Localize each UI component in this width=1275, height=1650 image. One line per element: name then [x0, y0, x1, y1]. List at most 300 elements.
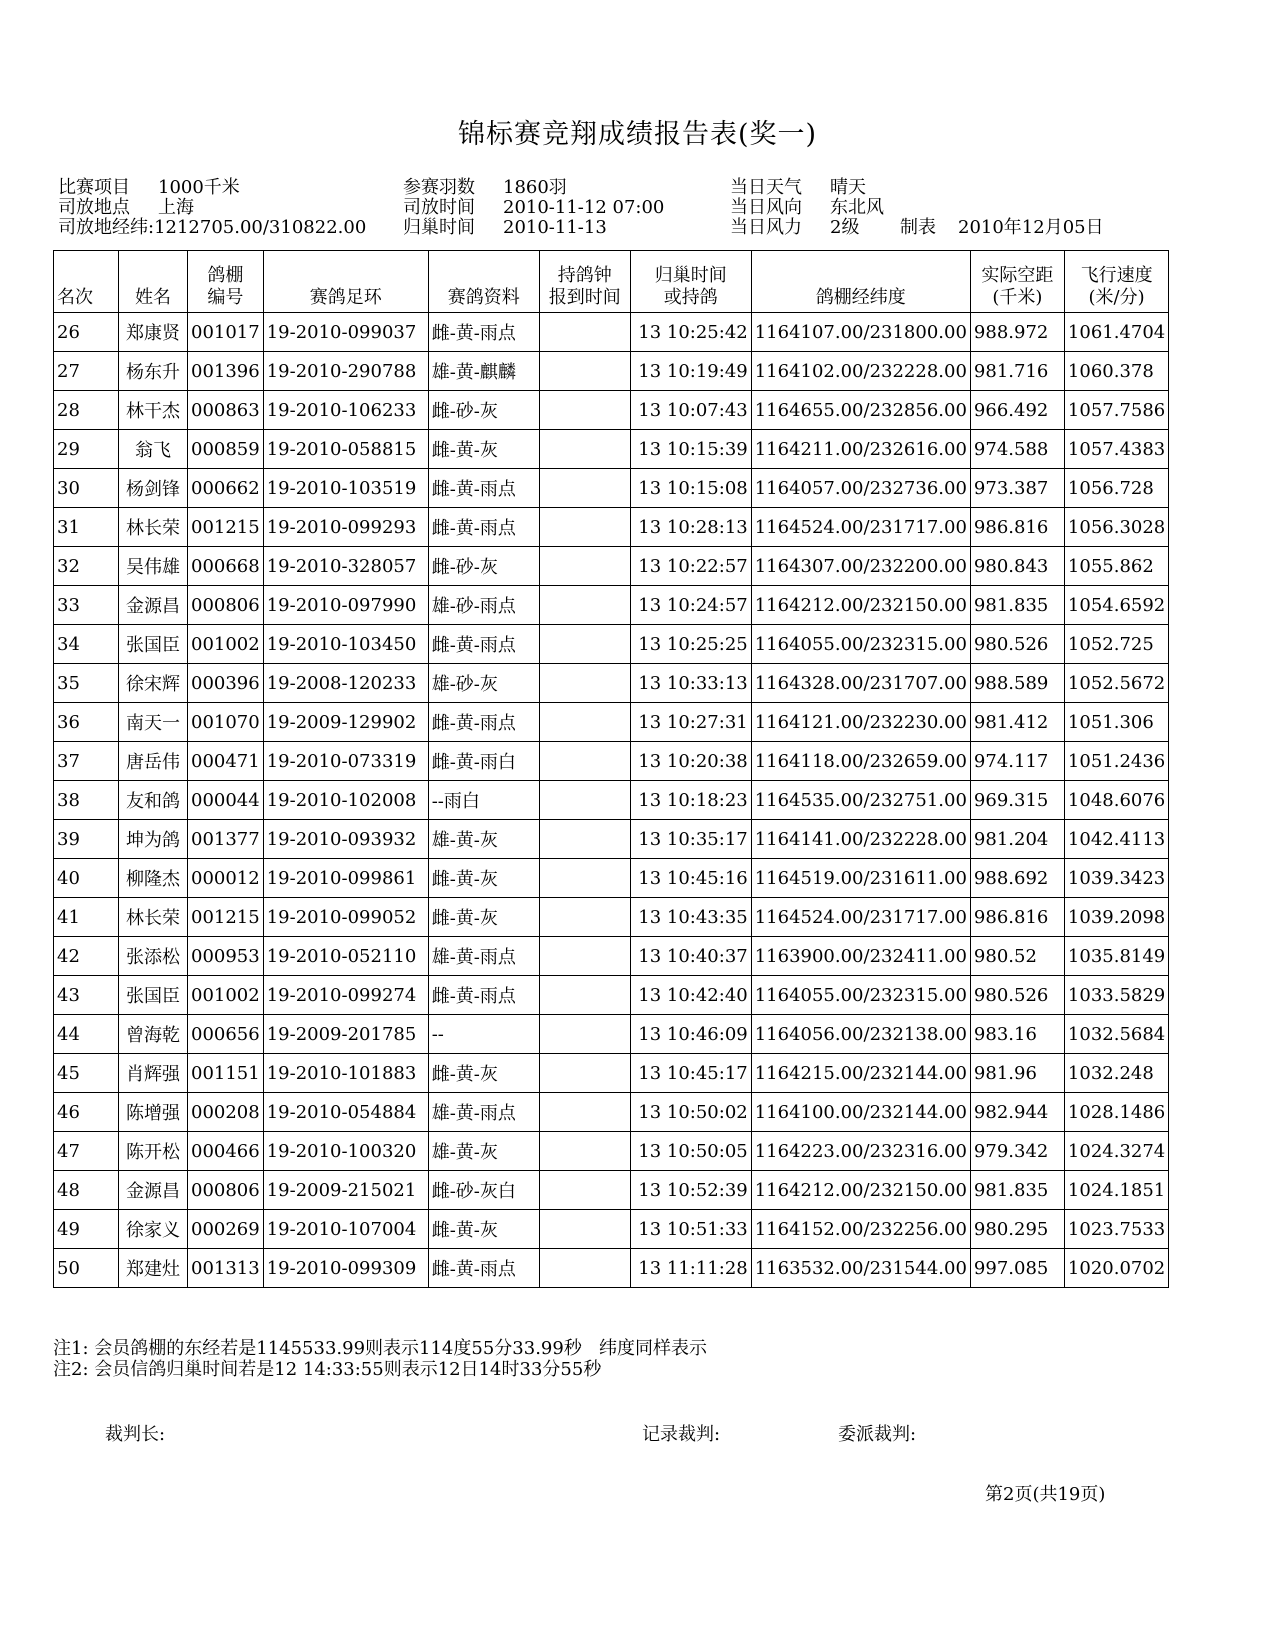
cell-return-time: 13 10:25:25 [630, 625, 751, 664]
cell-loft: 000396 [188, 664, 264, 703]
cell-distance: 988.692 [970, 859, 1064, 898]
cell-distance: 988.972 [970, 313, 1064, 352]
cell-rank: 42 [54, 937, 119, 976]
cell-loft: 000806 [188, 1171, 264, 1210]
cell-loft: 000662 [188, 469, 264, 508]
cell-speed: 1024.1851 [1064, 1171, 1168, 1210]
cell-clock [539, 625, 630, 664]
cell-speed: 1057.7586 [1064, 391, 1168, 430]
cell-name: 张国臣 [119, 625, 188, 664]
cell-coord: 1164141.00/232228.00 [751, 820, 970, 859]
cell-rank: 31 [54, 508, 119, 547]
cell-ring: 19-2010-073319 [263, 742, 428, 781]
cell-loft: 001017 [188, 313, 264, 352]
cell-loft: 001002 [188, 976, 264, 1015]
cell-rank: 36 [54, 703, 119, 742]
note-2: 注2: 会员信鸽归巢时间若是12 14:33:55则表示12日14时33分55秒 [53, 1359, 602, 1380]
cell-speed: 1055.862 [1064, 547, 1168, 586]
cell-clock [539, 820, 630, 859]
cell-speed: 1060.378 [1064, 352, 1168, 391]
cell-desc: 雌-砂-灰 [428, 547, 539, 586]
cell-distance: 981.96 [970, 1054, 1064, 1093]
cell-rank: 26 [54, 313, 119, 352]
cell-clock [539, 1132, 630, 1171]
cell-rank: 50 [54, 1249, 119, 1288]
cell-return-time: 13 10:20:38 [630, 742, 751, 781]
cell-desc: 雌-黄-灰 [428, 859, 539, 898]
cell-ring: 19-2010-099052 [263, 898, 428, 937]
cell-return-time: 13 10:40:37 [630, 937, 751, 976]
cell-distance: 981.204 [970, 820, 1064, 859]
cell-rank: 29 [54, 430, 119, 469]
cell-distance: 973.387 [970, 469, 1064, 508]
cell-return-time: 13 10:42:40 [630, 976, 751, 1015]
cell-rank: 39 [54, 820, 119, 859]
cell-desc: 雌-黄-雨点 [428, 1249, 539, 1288]
cell-ring: 19-2010-103519 [263, 469, 428, 508]
meta-release-time: 司放时间 2010-11-12 07:00 [403, 197, 665, 218]
cell-speed: 1032.5684 [1064, 1015, 1168, 1054]
cell-coord: 1164535.00/232751.00 [751, 781, 970, 820]
cell-name: 林长荣 [119, 508, 188, 547]
cell-clock [539, 1054, 630, 1093]
cell-clock [539, 859, 630, 898]
table-row [54, 313, 1169, 352]
cell-desc: 雌-黄-灰 [428, 1054, 539, 1093]
cell-rank: 38 [54, 781, 119, 820]
cell-loft: 000269 [188, 1210, 264, 1249]
cell-rank: 41 [54, 898, 119, 937]
cell-ring: 19-2010-058815 [263, 430, 428, 469]
cell-clock [539, 664, 630, 703]
cell-ring: 19-2009-201785 [263, 1015, 428, 1054]
cell-name: 林长荣 [119, 898, 188, 937]
table-row [54, 508, 1169, 547]
cell-coord: 1164056.00/232138.00 [751, 1015, 970, 1054]
cell-distance: 980.52 [970, 937, 1064, 976]
cell-name: 陈增强 [119, 1093, 188, 1132]
cell-coord: 1164121.00/232230.00 [751, 703, 970, 742]
cell-speed: 1052.725 [1064, 625, 1168, 664]
cell-ring: 19-2010-054884 [263, 1093, 428, 1132]
cell-distance: 981.835 [970, 1171, 1064, 1210]
cell-coord: 1164223.00/232316.00 [751, 1132, 970, 1171]
header-coord: 鸽棚经纬度 [751, 251, 970, 313]
cell-name: 郑建灶 [119, 1249, 188, 1288]
table-row [54, 547, 1169, 586]
cell-desc: 雄-黄-灰 [428, 820, 539, 859]
cell-coord: 1164212.00/232150.00 [751, 1171, 970, 1210]
cell-loft: 000859 [188, 430, 264, 469]
table-row [54, 781, 1169, 820]
meta-weather: 当日天气 晴天 [730, 177, 866, 198]
cell-name: 金源昌 [119, 1171, 188, 1210]
cell-name: 柳隆杰 [119, 859, 188, 898]
table-row [54, 859, 1169, 898]
cell-distance: 981.716 [970, 352, 1064, 391]
table-row [54, 352, 1169, 391]
cell-return-time: 13 10:25:42 [630, 313, 751, 352]
cell-return-time: 13 10:15:39 [630, 430, 751, 469]
cell-desc: 雄-黄-雨点 [428, 1093, 539, 1132]
cell-clock [539, 1249, 630, 1288]
cell-return-time: 13 10:07:43 [630, 391, 751, 430]
cell-coord: 1164100.00/232144.00 [751, 1093, 970, 1132]
cell-speed: 1051.306 [1064, 703, 1168, 742]
cell-name: 坤为鸽 [119, 820, 188, 859]
meta-release-place: 司放地点 上海 [58, 197, 194, 218]
table-header-row [54, 251, 1169, 313]
cell-rank: 47 [54, 1132, 119, 1171]
cell-speed: 1035.8149 [1064, 937, 1168, 976]
table-row [54, 391, 1169, 430]
table-row [54, 1132, 1169, 1171]
cell-desc: 雌-黄-灰 [428, 898, 539, 937]
cell-ring: 19-2008-120233 [263, 664, 428, 703]
cell-name: 翁飞 [119, 430, 188, 469]
table-row [54, 430, 1169, 469]
cell-ring: 19-2010-328057 [263, 547, 428, 586]
cell-rank: 46 [54, 1093, 119, 1132]
cell-return-time: 13 10:52:39 [630, 1171, 751, 1210]
cell-speed: 1054.6592 [1064, 586, 1168, 625]
cell-rank: 28 [54, 391, 119, 430]
cell-distance: 981.412 [970, 703, 1064, 742]
cell-desc: 雌-黄-雨点 [428, 976, 539, 1015]
cell-coord: 1164655.00/232856.00 [751, 391, 970, 430]
table-row [54, 703, 1169, 742]
cell-distance: 974.588 [970, 430, 1064, 469]
meta-middle [403, 178, 664, 238]
cell-speed: 1039.2098 [1064, 898, 1168, 937]
cell-name: 杨东升 [119, 352, 188, 391]
cell-rank: 40 [54, 859, 119, 898]
cell-clock [539, 976, 630, 1015]
table-row [54, 586, 1169, 625]
cell-speed: 1042.4113 [1064, 820, 1168, 859]
cell-clock [539, 1015, 630, 1054]
cell-loft: 001151 [188, 1054, 264, 1093]
cell-rank: 43 [54, 976, 119, 1015]
header-ring: 赛鸽足环 [263, 251, 428, 313]
cell-rank: 33 [54, 586, 119, 625]
cell-desc: 雌-黄-雨点 [428, 508, 539, 547]
cell-name: 徐家义 [119, 1210, 188, 1249]
cell-ring: 19-2010-099293 [263, 508, 428, 547]
cell-clock [539, 508, 630, 547]
cell-coord: 1164057.00/232736.00 [751, 469, 970, 508]
cell-loft: 000044 [188, 781, 264, 820]
cell-coord: 1164524.00/231717.00 [751, 898, 970, 937]
page-number: 第2页(共19页) [985, 1484, 1106, 1505]
cell-return-time: 13 11:11:28 [630, 1249, 751, 1288]
cell-clock [539, 547, 630, 586]
cell-coord: 1164055.00/232315.00 [751, 976, 970, 1015]
cell-speed: 1048.6076 [1064, 781, 1168, 820]
cell-loft: 001215 [188, 508, 264, 547]
cell-distance: 969.315 [970, 781, 1064, 820]
cell-rank: 44 [54, 1015, 119, 1054]
cell-coord: 1163900.00/232411.00 [751, 937, 970, 976]
cell-rank: 32 [54, 547, 119, 586]
table-row [54, 1093, 1169, 1132]
cell-ring: 19-2009-215021 [263, 1171, 428, 1210]
cell-speed: 1024.3274 [1064, 1132, 1168, 1171]
cell-name: 杨剑锋 [119, 469, 188, 508]
cell-ring: 19-2010-052110 [263, 937, 428, 976]
cell-loft: 001377 [188, 820, 264, 859]
table-row [54, 469, 1169, 508]
cell-clock [539, 1093, 630, 1132]
cell-desc: 雌-黄-雨白 [428, 742, 539, 781]
cell-coord: 1164307.00/232200.00 [751, 547, 970, 586]
cell-loft: 000208 [188, 1093, 264, 1132]
cell-desc: 雌-砂-灰 [428, 391, 539, 430]
cell-ring: 19-2009-129902 [263, 703, 428, 742]
table-row [54, 1054, 1169, 1093]
signature-appointed: 委派裁判: [838, 1424, 917, 1445]
header-time: 归巢时间 或持鸽 [630, 251, 751, 313]
cell-coord: 1164211.00/232616.00 [751, 430, 970, 469]
header-speed: 飞行速度 (米/分) [1064, 251, 1168, 313]
cell-desc: 雌-黄-灰 [428, 1210, 539, 1249]
meta-return-date: 归巢时间 2010-11-13 [403, 217, 607, 238]
cell-name: 友和鸽 [119, 781, 188, 820]
cell-desc: 雌-砂-灰白 [428, 1171, 539, 1210]
cell-ring: 19-2010-101883 [263, 1054, 428, 1093]
header-desc: 赛鸽资料 [428, 251, 539, 313]
cell-return-time: 13 10:45:17 [630, 1054, 751, 1093]
table-row [54, 1171, 1169, 1210]
cell-desc: -- [428, 1015, 539, 1054]
cell-distance: 986.816 [970, 898, 1064, 937]
cell-rank: 35 [54, 664, 119, 703]
cell-distance: 980.526 [970, 625, 1064, 664]
cell-rank: 45 [54, 1054, 119, 1093]
cell-clock [539, 586, 630, 625]
header-dist: 实际空距 (千米) [970, 251, 1064, 313]
cell-desc: 雄-砂-雨点 [428, 586, 539, 625]
meta-wind-direction: 当日风向 东北风 [730, 197, 884, 218]
cell-clock [539, 898, 630, 937]
table-row [54, 1249, 1169, 1288]
cell-name: 徐宋辉 [119, 664, 188, 703]
cell-loft: 000012 [188, 859, 264, 898]
cell-clock [539, 1210, 630, 1249]
header-loft: 鸽棚 编号 [188, 251, 264, 313]
cell-distance: 979.342 [970, 1132, 1064, 1171]
cell-ring: 19-2010-290788 [263, 352, 428, 391]
cell-speed: 1023.7533 [1064, 1210, 1168, 1249]
made-date: 2010年12月05日 [958, 217, 1104, 238]
cell-loft: 000953 [188, 937, 264, 976]
cell-loft: 001215 [188, 898, 264, 937]
cell-return-time: 13 10:22:57 [630, 547, 751, 586]
cell-loft: 000466 [188, 1132, 264, 1171]
cell-ring: 19-2010-099861 [263, 859, 428, 898]
cell-desc: 雌-黄-雨点 [428, 703, 539, 742]
meta-release-coords: 司放地经纬:1212705.00/310822.00 [58, 217, 367, 238]
cell-speed: 1056.3028 [1064, 508, 1168, 547]
cell-return-time: 13 10:18:23 [630, 781, 751, 820]
cell-coord: 1164212.00/232150.00 [751, 586, 970, 625]
table-row [54, 664, 1169, 703]
cell-clock [539, 937, 630, 976]
cell-speed: 1033.5829 [1064, 976, 1168, 1015]
cell-clock [539, 781, 630, 820]
meta-entries: 参赛羽数 1860羽 [403, 177, 567, 198]
results-table [53, 250, 1169, 1288]
table-body [54, 313, 1169, 1288]
report-title: 锦标赛竞翔成绩报告表(奖一) [457, 119, 818, 150]
cell-return-time: 13 10:45:16 [630, 859, 751, 898]
cell-clock [539, 1171, 630, 1210]
header-name: 姓名 [119, 251, 188, 313]
note-1: 注1: 会员鸽棚的东经若是1145533.99则表示114度55分33.99秒 纬度同样表示 [53, 1338, 707, 1359]
cell-coord: 1164152.00/232256.00 [751, 1210, 970, 1249]
cell-rank: 27 [54, 352, 119, 391]
cell-ring: 19-2010-107004 [263, 1210, 428, 1249]
cell-name: 曾海乾 [119, 1015, 188, 1054]
cell-return-time: 13 10:46:09 [630, 1015, 751, 1054]
table-row [54, 1210, 1169, 1249]
meta-right [730, 178, 1104, 238]
cell-name: 金源昌 [119, 586, 188, 625]
cell-speed: 1051.2436 [1064, 742, 1168, 781]
cell-coord: 1164215.00/232144.00 [751, 1054, 970, 1093]
cell-ring: 19-2010-100320 [263, 1132, 428, 1171]
cell-ring: 19-2010-093932 [263, 820, 428, 859]
cell-return-time: 13 10:24:57 [630, 586, 751, 625]
cell-desc: 雌-黄-灰 [428, 430, 539, 469]
cell-loft: 001070 [188, 703, 264, 742]
cell-ring: 19-2010-099309 [263, 1249, 428, 1288]
cell-name: 肖辉强 [119, 1054, 188, 1093]
cell-name: 郑康贤 [119, 313, 188, 352]
cell-speed: 1052.5672 [1064, 664, 1168, 703]
cell-desc: 雄-黄-麒麟 [428, 352, 539, 391]
meta-race-distance: 比赛项目 1000千米 [58, 177, 240, 198]
cell-ring: 19-2010-097990 [263, 586, 428, 625]
cell-return-time: 13 10:50:05 [630, 1132, 751, 1171]
cell-coord: 1164107.00/231800.00 [751, 313, 970, 352]
cell-loft: 000656 [188, 1015, 264, 1054]
cell-loft: 000863 [188, 391, 264, 430]
cell-distance: 966.492 [970, 391, 1064, 430]
cell-desc: 雄-黄-雨点 [428, 937, 539, 976]
cell-clock [539, 352, 630, 391]
made-label: 制表 [900, 217, 936, 238]
cell-name: 唐岳伟 [119, 742, 188, 781]
cell-return-time: 13 10:43:35 [630, 898, 751, 937]
cell-rank: 30 [54, 469, 119, 508]
cell-coord: 1163532.00/231544.00 [751, 1249, 970, 1288]
footnotes [53, 1338, 707, 1380]
cell-return-time: 13 10:50:02 [630, 1093, 751, 1132]
cell-clock [539, 430, 630, 469]
cell-distance: 980.843 [970, 547, 1064, 586]
cell-coord: 1164102.00/232228.00 [751, 352, 970, 391]
cell-speed: 1039.3423 [1064, 859, 1168, 898]
cell-name: 张添松 [119, 937, 188, 976]
cell-rank: 48 [54, 1171, 119, 1210]
table-row [54, 1015, 1169, 1054]
cell-ring: 19-2010-103450 [263, 625, 428, 664]
cell-clock [539, 469, 630, 508]
table-row [54, 976, 1169, 1015]
cell-ring: 19-2010-102008 [263, 781, 428, 820]
cell-ring: 19-2010-099037 [263, 313, 428, 352]
cell-speed: 1057.4383 [1064, 430, 1168, 469]
cell-distance: 986.816 [970, 508, 1064, 547]
cell-distance: 974.117 [970, 742, 1064, 781]
cell-name: 吴伟雄 [119, 547, 188, 586]
cell-coord: 1164118.00/232659.00 [751, 742, 970, 781]
cell-distance: 980.526 [970, 976, 1064, 1015]
cell-coord: 1164055.00/232315.00 [751, 625, 970, 664]
cell-clock [539, 742, 630, 781]
cell-name: 南天一 [119, 703, 188, 742]
cell-name: 林干杰 [119, 391, 188, 430]
cell-rank: 37 [54, 742, 119, 781]
cell-name: 张国臣 [119, 976, 188, 1015]
cell-desc: 雄-黄-灰 [428, 1132, 539, 1171]
cell-ring: 19-2010-106233 [263, 391, 428, 430]
cell-distance: 997.085 [970, 1249, 1064, 1288]
cell-loft: 001313 [188, 1249, 264, 1288]
cell-return-time: 13 10:33:13 [630, 664, 751, 703]
cell-coord: 1164524.00/231717.00 [751, 508, 970, 547]
cell-distance: 982.944 [970, 1093, 1064, 1132]
cell-coord: 1164519.00/231611.00 [751, 859, 970, 898]
cell-speed: 1028.1486 [1064, 1093, 1168, 1132]
cell-loft: 000806 [188, 586, 264, 625]
cell-loft: 001002 [188, 625, 264, 664]
table-row [54, 937, 1169, 976]
cell-desc: 雌-黄-雨点 [428, 313, 539, 352]
header-clock: 持鸽钟 报到时间 [539, 251, 630, 313]
cell-distance: 983.16 [970, 1015, 1064, 1054]
cell-ring: 19-2010-099274 [263, 976, 428, 1015]
cell-speed: 1056.728 [1064, 469, 1168, 508]
cell-return-time: 13 10:19:49 [630, 352, 751, 391]
cell-desc: --雨白 [428, 781, 539, 820]
cell-return-time: 13 10:27:31 [630, 703, 751, 742]
cell-distance: 988.589 [970, 664, 1064, 703]
cell-return-time: 13 10:51:33 [630, 1210, 751, 1249]
cell-clock [539, 391, 630, 430]
cell-rank: 49 [54, 1210, 119, 1249]
cell-return-time: 13 10:35:17 [630, 820, 751, 859]
cell-speed: 1061.4704 [1064, 313, 1168, 352]
table-row [54, 742, 1169, 781]
header-rank: 名次 [54, 251, 119, 313]
table-row [54, 820, 1169, 859]
cell-clock [539, 703, 630, 742]
cell-loft: 000471 [188, 742, 264, 781]
cell-desc: 雌-黄-雨点 [428, 469, 539, 508]
meta-left [58, 178, 366, 238]
cell-clock [539, 313, 630, 352]
cell-loft: 001396 [188, 352, 264, 391]
cell-coord: 1164328.00/231707.00 [751, 664, 970, 703]
cell-desc: 雌-黄-雨点 [428, 625, 539, 664]
cell-distance: 980.295 [970, 1210, 1064, 1249]
cell-name: 陈开松 [119, 1132, 188, 1171]
signature-chief: 裁判长: [105, 1424, 166, 1445]
cell-desc: 雄-砂-灰 [428, 664, 539, 703]
cell-return-time: 13 10:28:13 [630, 508, 751, 547]
